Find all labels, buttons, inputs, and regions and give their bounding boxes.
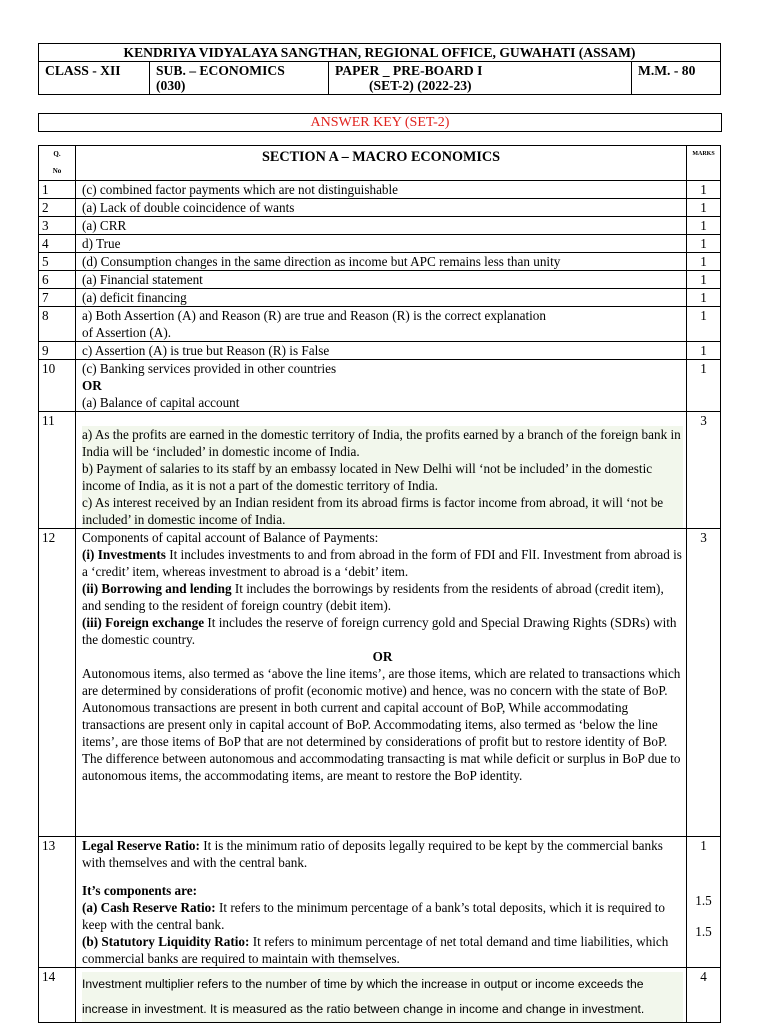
table-row: [39, 968, 721, 1023]
term-text: It refers to the minimum percentage of a bank’s total deposits, which it is required to keep with the central bank.: [82, 900, 666, 932]
table-row: [39, 307, 721, 342]
table-row: [39, 253, 721, 271]
answer-paragraph: Investment multiplier refers to the number of time by which the increase in output or income exceeds the increase in investment. It is measured as the ratio between change in income and change in investment.: [82, 972, 683, 1022]
qno-cell: 10: [39, 360, 76, 412]
qno-cell: 9: [39, 342, 76, 360]
marks-cell: 1: [687, 307, 721, 342]
qno-cell: 14: [39, 968, 76, 1023]
answer-cell: (a) deficit financing: [76, 289, 687, 307]
header-max-marks: M.M. - 80: [632, 62, 721, 95]
qno-cell: 4: [39, 235, 76, 253]
answer-key-label: ANSWER KEY (SET-2): [38, 113, 722, 132]
answer-cell: [76, 412, 687, 529]
qno-header: [39, 146, 76, 181]
term-text: It includes investments to and from abroad in the form of FDI and FlI. Investment from abroad is a ‘credit’ item, whereas investment to abroad is a ‘debit’ item.: [82, 547, 682, 579]
term-label: (i) Investments: [82, 547, 166, 562]
term-label: (iii) Foreign exchange: [82, 615, 205, 630]
term-label: (ii) Borrowing and lending: [82, 581, 232, 596]
answer-cell: [76, 360, 687, 412]
answer-line: of Assertion (A).: [82, 325, 172, 340]
answer-cell: [76, 307, 687, 342]
marks-cell: 1: [687, 271, 721, 289]
answer-cell: c) Assertion (A) is true but Reason (R) is False: [76, 342, 687, 360]
answer-paragraph: [82, 837, 683, 871]
answer-paragraph: c) As interest received by an Indian resident from its abroad firms is factor income from abroad, it will ‘not be included’ in domestic income of India.: [82, 495, 664, 527]
qno-header-line1: Q.: [53, 150, 61, 158]
answer-line: (a) Balance of capital account: [82, 395, 240, 410]
qno-cell: 5: [39, 253, 76, 271]
table-row: [39, 235, 721, 253]
header-paper: [329, 62, 632, 95]
answer-line: (c) Banking services provided in other countries: [82, 361, 337, 376]
answer-paragraph: a) As the profits are earned in the domestic territory of India, the profits earned by a branch of the foreign bank in India will be ‘included’ in domestic income of India.: [82, 427, 681, 459]
table-row: [39, 529, 721, 837]
term-label: (a) Cash Reserve Ratio:: [82, 900, 216, 915]
header-class: CLASS - XII: [39, 62, 150, 95]
qno-cell: 13: [39, 837, 76, 968]
answer-cell: (a) Financial statement: [76, 271, 687, 289]
answer-paragraph: [82, 614, 683, 648]
term-label: Legal Reserve Ratio:: [82, 838, 200, 853]
qno-cell: 2: [39, 199, 76, 217]
answer-cell: [76, 529, 687, 837]
header-subject: [150, 62, 329, 95]
marks-cell: 4: [687, 968, 721, 1023]
qno-cell: 11: [39, 412, 76, 529]
term-text: It is the minimum ratio of deposits legally required to be kept by the commercial banks with themselves and with the central bank.: [82, 838, 663, 870]
marks-value: 1.5: [695, 924, 712, 939]
answer-cell: d) True: [76, 235, 687, 253]
marks-cell: 1: [687, 181, 721, 199]
answer-line: a) Both Assertion (A) and Reason (R) are true and Reason (R) is the correct explanation: [82, 308, 546, 323]
answer-paragraph: [82, 933, 683, 967]
marks-cell: 1: [687, 253, 721, 271]
qno-cell: 3: [39, 217, 76, 235]
answer-paragraph: b) Payment of salaries to its staff by an embassy located in New Delhi will ‘not be included’ in the domestic income of India, as it is not a part of the domestic territory of India.: [82, 461, 653, 493]
marks-cell: [687, 837, 721, 968]
answer-cell: (a) Lack of double coincidence of wants: [76, 199, 687, 217]
table-row: [39, 217, 721, 235]
header-table: [38, 43, 721, 95]
marks-cell: 3: [687, 529, 721, 837]
answer-paragraph: Autonomous items, also termed as ‘above the line items’, are those items, which are related to transactions which are determined by considerations of profit (economic motive) and hence, was no concern with the state of BoP. Autonomous transactions are present in both current and capital account of BoP, While accommodating transactions are present only in capital account of BoP. Accommodating items, also termed as ‘below the line items’, are those items of BoP that are not determined by considerations of profit but to restore identity of BoP.: [82, 666, 681, 749]
answer-paragraph: The difference between autonomous and accommodating transacting is mat while deficit or surplus in BoP due to autonomous items, the accommodating items, are meant to restore the BoP identity.: [82, 751, 681, 783]
qno-cell: 1: [39, 181, 76, 199]
answer-cell: (a) CRR: [76, 217, 687, 235]
term-text: It includes the reserve of foreign currency gold and Special Drawing Rights (SDRs) with the domestic country.: [82, 615, 677, 647]
marks-cell: 1: [687, 360, 721, 412]
answer-cell: (d) Consumption changes in the same direction as income but APC remains less than unity: [76, 253, 687, 271]
qno-header-line2: No: [52, 167, 62, 175]
header-paper-line2: (SET-2) (2022-23): [369, 78, 472, 93]
table-row: [39, 360, 721, 412]
qno-cell: 12: [39, 529, 76, 837]
header-subject-line1: SUB. – ECONOMICS: [156, 63, 285, 78]
qno-cell: 8: [39, 307, 76, 342]
answer-paragraph: Components of capital account of Balance of Payments:: [82, 530, 379, 545]
or-label: OR: [372, 649, 393, 664]
answer-paragraph: [82, 580, 683, 614]
components-label: It’s components are:: [82, 883, 198, 898]
table-row: [39, 181, 721, 199]
table-row: [39, 342, 721, 360]
table-row: [39, 289, 721, 307]
table-row: [39, 412, 721, 529]
marks-cell: 1: [687, 199, 721, 217]
answer-cell: (c) combined factor payments which are not distinguishable: [76, 181, 687, 199]
marks-header: MARKS: [687, 146, 721, 181]
qno-cell: 7: [39, 289, 76, 307]
answer-paragraph: [82, 546, 683, 580]
marks-cell: 3: [687, 412, 721, 529]
answer-cell: [76, 968, 687, 1023]
qno-cell: 6: [39, 271, 76, 289]
header-title: KENDRIYA VIDYALAYA SANGTHAN, REGIONAL OFFICE, GUWAHATI (ASSAM): [39, 44, 721, 62]
marks-value: 1.5: [695, 893, 712, 908]
header-paper-line1: PAPER _ PRE-BOARD I: [335, 63, 483, 78]
header-subject-line2: (030): [156, 78, 186, 93]
marks-cell: 1: [687, 342, 721, 360]
marks-value: 1: [700, 838, 707, 853]
marks-cell: 1: [687, 217, 721, 235]
table-row: [39, 837, 721, 968]
term-text: It refers to minimum percentage of net total demand and time liabilities, which commercial banks are required to maintain with themselves.: [82, 934, 669, 966]
or-label: OR: [82, 378, 102, 393]
table-row: [39, 271, 721, 289]
section-title: SECTION A – MACRO ECONOMICS: [76, 146, 687, 181]
table-row: [39, 199, 721, 217]
marks-cell: 1: [687, 289, 721, 307]
answer-paragraph: [82, 899, 683, 933]
term-text: It includes the borrowings by residents from the residents of abroad (credit item), and sending to the resident of foreign country (debit item).: [82, 581, 664, 613]
marks-cell: 1: [687, 235, 721, 253]
answer-cell: [76, 837, 687, 968]
term-label: (b) Statutory Liquidity Ratio:: [82, 934, 250, 949]
answer-table: [38, 145, 721, 1023]
